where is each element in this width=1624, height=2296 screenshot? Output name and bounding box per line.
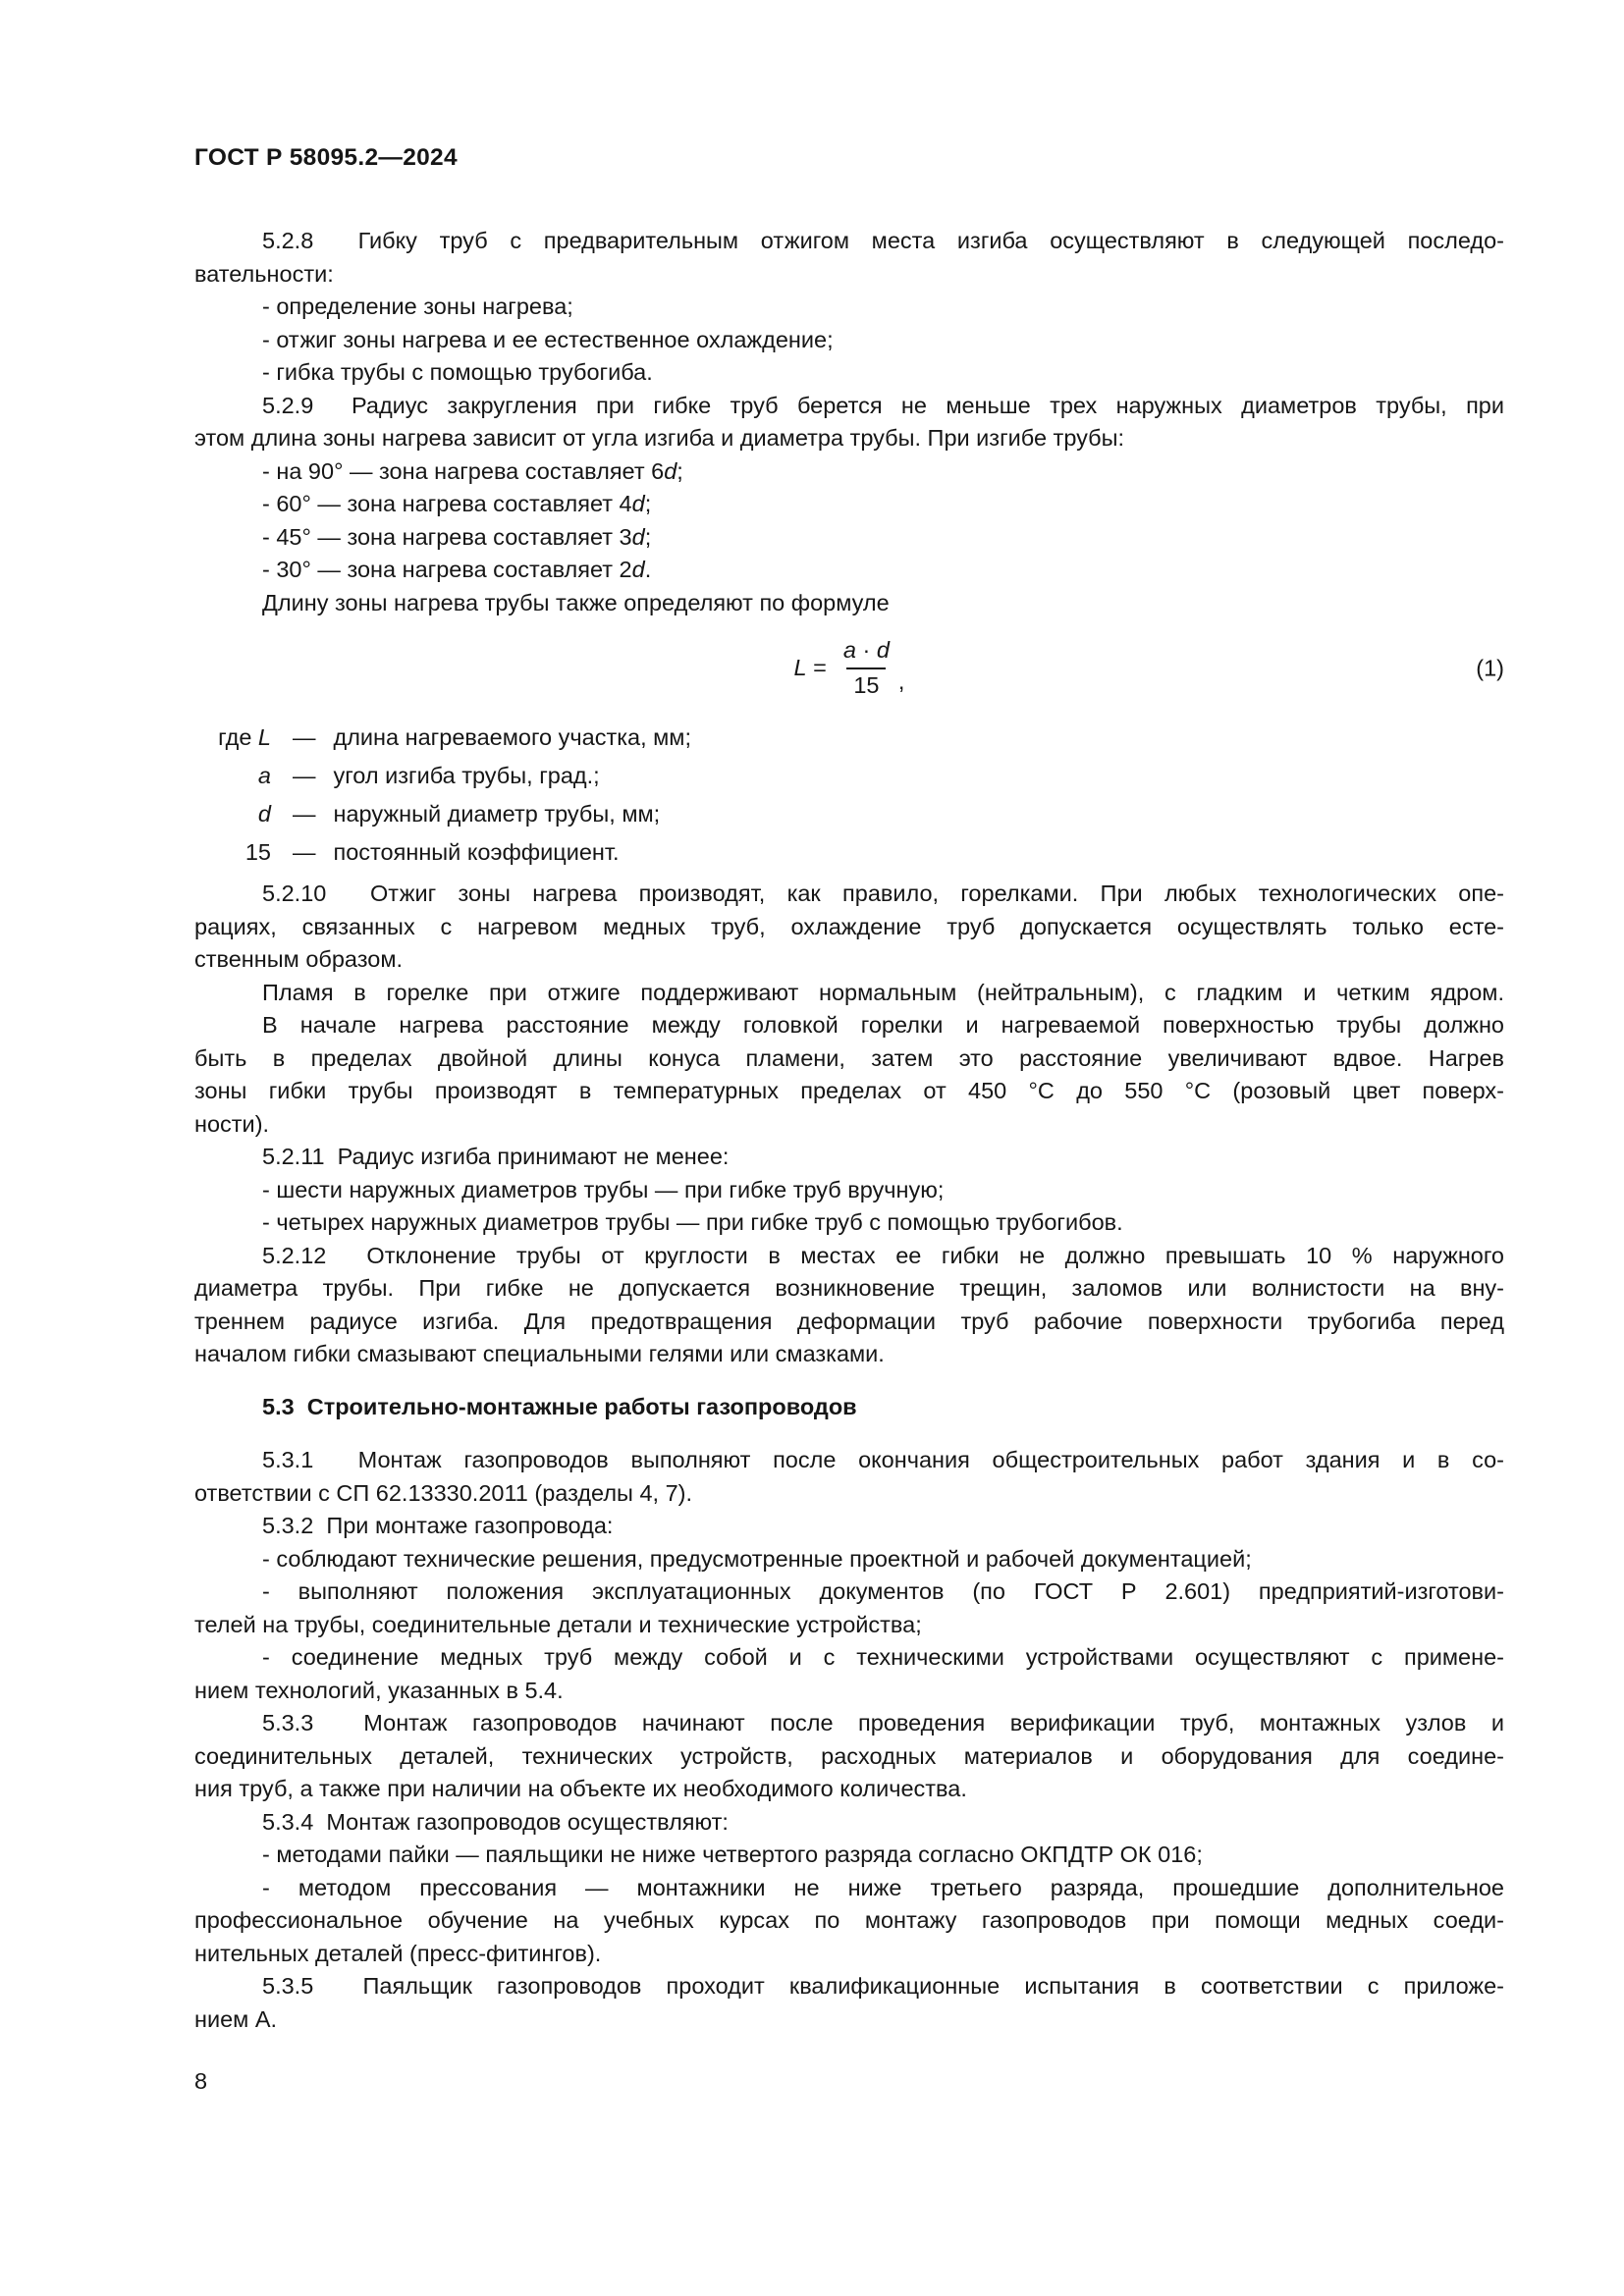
text-line: треннем радиусе изгиба. Для предотвращения деформации труб рабочие поверхности трубогиба перед: [194, 1308, 1504, 1334]
paragraph: [194, 1141, 1504, 1174]
variable: d: [876, 637, 890, 663]
text-line: - гибка трубы с помощью трубогиба.: [262, 359, 653, 385]
text-line: профессиональное обучение на учебных курсах по монтажу газопроводов при помощи медных соеди-: [194, 1907, 1504, 1933]
document-body: [194, 225, 1504, 2036]
variable: d: [631, 523, 645, 550]
where-description: угол изгиба трубы, град.;: [333, 763, 600, 788]
paragraph: [194, 1240, 1504, 1371]
text-line: - методом прессования — монтажники не ниже третьего разряда, прошедшие дополнительное: [262, 1874, 1504, 1900]
where-list: [194, 719, 1504, 872]
text-line: соединительных деталей, технических устройств, расходных материалов и оборудования для соедине-: [194, 1742, 1504, 1769]
paragraph: [194, 1970, 1504, 2036]
paragraph: [194, 1575, 1504, 1641]
text-line: - шести наружных диаметров трубы — при гибке труб вручную;: [262, 1176, 945, 1202]
variable: a: [842, 637, 856, 663]
text-line: нительных деталей (пресс-фитингов).: [194, 1940, 602, 1966]
paragraph: [194, 1641, 1504, 1707]
where-dash: —: [293, 839, 316, 865]
paragraph: [194, 878, 1504, 977]
formula: [194, 637, 1504, 699]
formula-lhs: L =: [793, 655, 827, 680]
paragraph: [194, 324, 1504, 357]
paragraph: [194, 455, 1504, 489]
text-line: - 45° — зона нагрева составляет 3d;: [262, 523, 652, 550]
text-line: этом длина зоны нагрева зависит от угла изгиба и диаметра трубы. При изгибе трубы:: [194, 425, 1125, 451]
where-term: [194, 757, 271, 795]
paragraph: [194, 554, 1504, 587]
variable: d: [257, 801, 271, 827]
where-dash: —: [293, 724, 316, 750]
paragraph: [194, 390, 1504, 455]
variable: d: [631, 557, 645, 582]
text-line: 5.2.10 Отжиг зоны нагрева производят, как правило, горелками. При любых технологических опе-: [262, 881, 1504, 906]
text-line: ния труб, а также при наличии на объекте их необходимого количества.: [194, 1776, 967, 1801]
variable: L: [793, 655, 807, 680]
text-line: телей на трубы, соединительные детали и технические устройства;: [194, 1611, 922, 1637]
where-row: [194, 795, 1504, 833]
paragraph: [194, 356, 1504, 390]
formula-number: (1): [1476, 655, 1504, 680]
text-line: зоны гибки трубы производят в температурных пределах от 450 °С до 550 °С (розовый цвет поверх-: [194, 1078, 1504, 1103]
text-line: ственным образом.: [194, 946, 404, 972]
text-line: - определение зоны нагрева;: [262, 294, 573, 319]
where-row: [194, 757, 1504, 795]
formula-fraction: [837, 637, 896, 699]
text-line: - 60° — зона нагрева составляет 4d;: [262, 491, 652, 516]
text-line: 5.3.3 Монтаж газопроводов начинают после проведения верификации труб, монтажных узлов и: [262, 1710, 1504, 1735]
paragraph: [194, 291, 1504, 324]
text-line: 5.3.2 При монтаже газопровода:: [262, 1513, 614, 1538]
where-row: [194, 719, 1504, 757]
text-line: - выполняют положения эксплуатационных документов (по ГОСТ Р 2.601) предприятий-изготови-: [262, 1578, 1504, 1604]
where-description: постоянный коэффициент.: [333, 839, 620, 865]
text-line: 5.3.1 Монтаж газопроводов выполняют после окончания общестроительных работ здания и в со-: [262, 1447, 1504, 1472]
paragraph: [194, 225, 1504, 291]
paragraph: [194, 1444, 1504, 1510]
paragraph: [194, 1806, 1504, 1840]
text-line: нием технологий, указанных в 5.4.: [194, 1677, 564, 1703]
formula-numerator: a · d: [842, 637, 890, 663]
where-description: длина нагреваемого участка, мм;: [333, 724, 691, 750]
text-line: - соблюдают технические решения, предусмотренные проектной и рабочей документацией;: [262, 1545, 1252, 1572]
text-line: вательности:: [194, 260, 334, 287]
text-line: - соединение медных труб между собой и с техническими устройствами осуществляют с примене-: [262, 1644, 1504, 1670]
text-line: диаметра трубы. При гибке не допускается возникновение трещин, заломов или волнистости на вну-: [194, 1275, 1504, 1301]
text-line: 5.2.11 Радиус изгиба принимают не менее:: [262, 1144, 730, 1169]
variable: d: [631, 491, 645, 516]
formula-denominator: 15: [846, 667, 886, 699]
variable: a: [257, 763, 271, 788]
text-line: - четырех наружных диаметров трубы — при гибке труб с помощью трубогибов.: [262, 1209, 1123, 1235]
where-term: где L: [218, 724, 271, 750]
text-line: 5.2.8 Гибку труб с предварительным отжигом места изгиба осуществляют в следующей последо-: [262, 228, 1504, 253]
text-line: Пламя в горелке при отжиге поддерживают нормальным (нейтральным), с гладким и четким ядром.: [262, 979, 1504, 1005]
page-number: 8: [194, 2068, 208, 2094]
where-row: [194, 833, 1504, 872]
text-line: быть в пределах двойной длины конуса пламени, затем это расстояние увеличивают вдвое. Нагрев: [194, 1044, 1504, 1071]
where-description: наружный диаметр трубы, мм;: [333, 801, 661, 827]
paragraph: [194, 1510, 1504, 1543]
text-line: В начале нагрева расстояние между головкой горелки и нагреваемой поверхностью трубы должно: [262, 1012, 1504, 1038]
where-term: [194, 795, 271, 833]
paragraph: [194, 488, 1504, 521]
paragraph: [194, 587, 1504, 620]
variable: L: [257, 724, 271, 750]
text-line: - 30° — зона нагрева составляет 2d.: [262, 557, 652, 582]
text-line: 5.2.12 Отклонение трубы от круглости в местах ее гибки не должно превышать 10 % наружного: [262, 1242, 1504, 1268]
text-line: - на 90° — зона нагрева составляет 6d;: [262, 457, 683, 484]
paragraph: [194, 1872, 1504, 1971]
formula-comma: ,: [897, 668, 905, 694]
where-dash: —: [293, 801, 316, 827]
text-line: - отжиг зоны нагрева и ее естественное охлаждение;: [262, 326, 834, 352]
text-line: ответствии с СП 62.13330.2011 (разделы 4, 7).: [194, 1479, 693, 1506]
section-heading: 5.3 Строительно-монтажные работы газопроводов: [262, 1393, 857, 1419]
paragraph: [194, 1543, 1504, 1576]
text-line: рациях, связанных с нагревом медных труб, охлаждение труб допускается осуществлять только есте-: [194, 913, 1504, 939]
text-line: Длину зоны нагрева трубы также определяют по формуле: [262, 589, 890, 615]
where-dash: —: [293, 763, 316, 788]
text-line: ности).: [194, 1110, 270, 1137]
text-line: началом гибки смазывают специальными гелями или смазками.: [194, 1341, 885, 1366]
variable: d: [664, 457, 677, 484]
text-line: - методами пайки — паяльщики не ниже четвертого разряда согласно ОКПДТР ОК 016;: [262, 1842, 1203, 1867]
paragraph: [194, 1707, 1504, 1806]
paragraph: [194, 521, 1504, 555]
paragraph: [194, 1009, 1504, 1141]
document-header: ГОСТ Р 58095.2—2024: [194, 144, 458, 171]
text-line: 5.3.4 Монтаж газопроводов осуществляют:: [262, 1808, 729, 1835]
paragraph: [194, 1839, 1504, 1872]
text-line: нием А.: [194, 2005, 278, 2032]
where-term: 15: [244, 839, 271, 865]
paragraph: [194, 977, 1504, 1010]
paragraph: [194, 1206, 1504, 1240]
text-line: 5.2.9 Радиус закругления при гибке труб берется не меньше трех наружных диаметров трубы, при: [262, 392, 1504, 418]
text-line: 5.3.5 Паяльщик газопроводов проходит квалификационные испытания в соответствии с приложе-: [262, 1973, 1504, 1999]
paragraph: [194, 1174, 1504, 1207]
